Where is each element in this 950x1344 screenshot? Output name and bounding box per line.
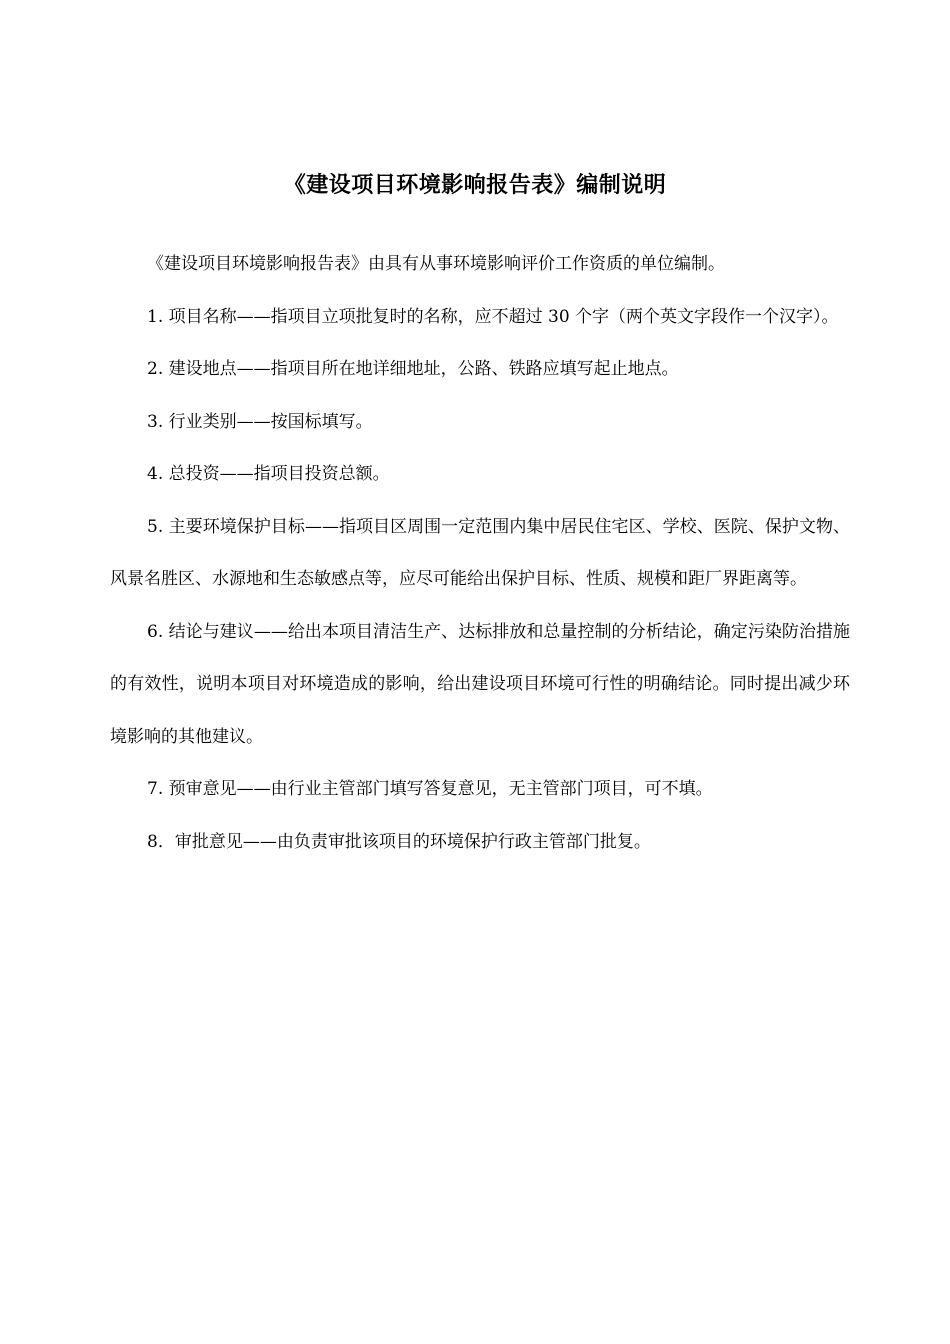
- item-project-name: 1. 项目名称——指项目立项批复时的名称，应不超过 30 个字（两个英文字段作一个汉字）。: [147, 306, 839, 327]
- document-title: 《建设项目环境影响报告表》编制说明: [283, 173, 667, 198]
- item-conclusion-suggestions: 6. 结论与建议——给出本项目清洁生产、达标排放和总量控制的分析结论，确定污染防治措施的有效性，说明本项目对环境造成的影响，给出建设项目环境可行性的明确结论。同时提出减少环境影响的其他建议。: [110, 621, 850, 747]
- document-body: [110, 238, 850, 868]
- item-approval-opinion: 8．审批意见——由负责审批该项目的环境保护行政主管部门批复。: [147, 831, 651, 852]
- item-industry-category: 3. 行业类别——按国标填写。: [147, 411, 373, 432]
- item-preliminary-review: 7. 预审意见——由行业主管部门填写答复意见，无主管部门项目，可不填。: [147, 779, 713, 799]
- item-protection-targets: 5. 主要环境保护目标——指项目区周围一定范围内集中居民住宅区、学校、医院、保护文物、风景名胜区、水源地和生态敏感点等，应尽可能给出保护目标、性质、规模和距厂界距离等。: [110, 516, 850, 589]
- item-construction-site: 2. 建设地点——指项目所在地详细地址，公路、铁路应填写起止地点。: [147, 359, 679, 379]
- item-total-investment: 4. 总投资——指项目投资总额。: [147, 464, 390, 484]
- intro-paragraph: 《建设项目环境影响报告表》由具有从事环境影响评价工作资质的单位编制。: [147, 254, 725, 274]
